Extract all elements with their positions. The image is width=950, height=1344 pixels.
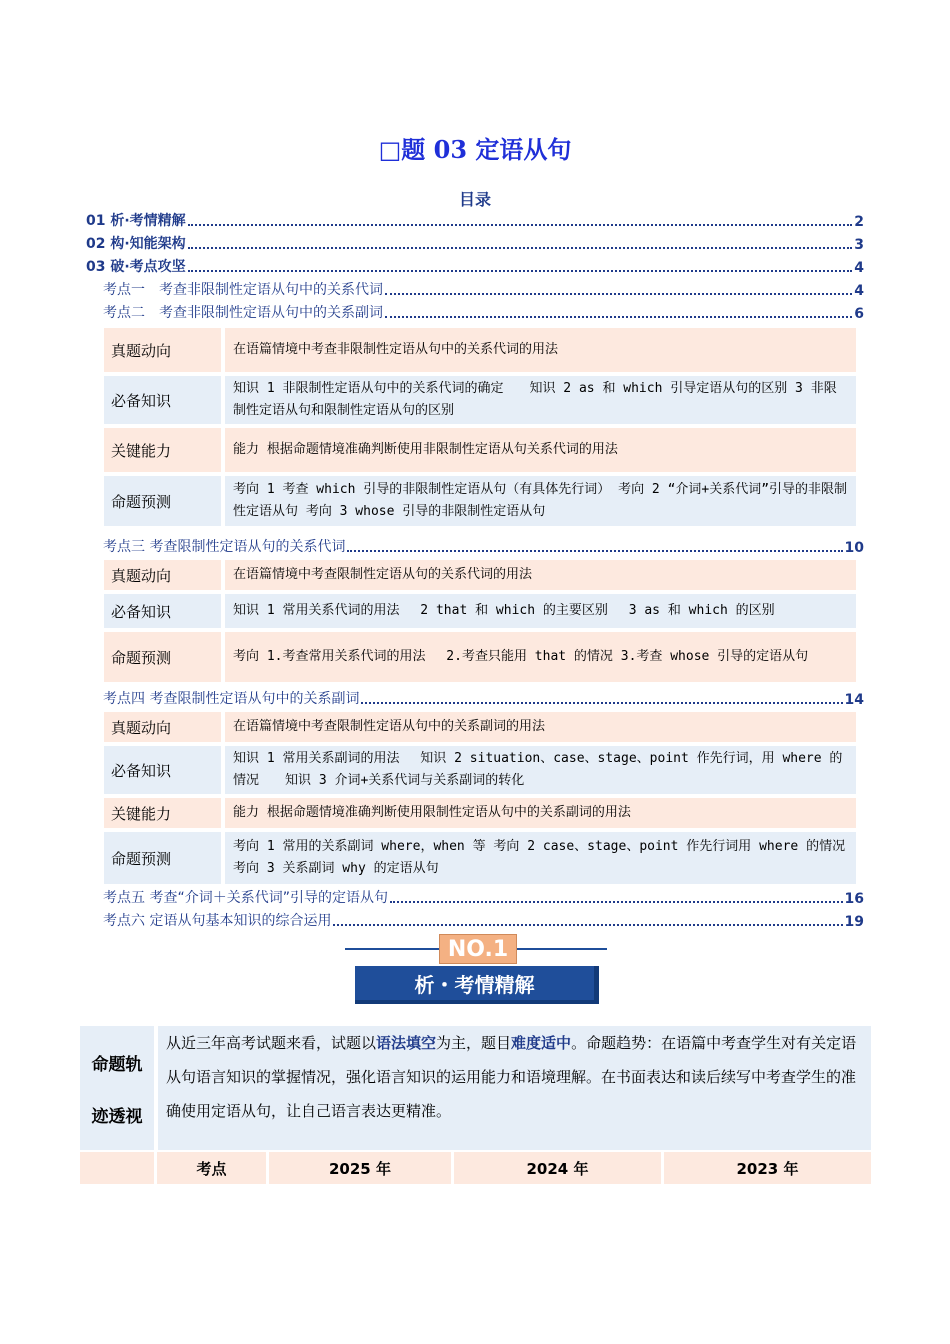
row-value: 能力 根据命题情境准确判断使用非限制性定语从句关系代词的用法 <box>225 428 856 472</box>
row-key: 命题预测 <box>104 476 221 526</box>
toc-entry-label: 考点三 考查限制性定语从句的关系代词 <box>103 539 346 555</box>
banner-line-right <box>517 948 607 950</box>
toc-entry-label: 01 析·考情精解 <box>86 213 186 229</box>
toc-entry-label: 考点五 考查“介词＋关系代词”引导的定语从句 <box>103 890 388 906</box>
toc-heading: 目录 <box>458 190 491 209</box>
row-value: 知识 1 非限制性定语从句中的关系代词的确定 知识 2 as 和 which 引导定语从句的区别 3 非限制性定语从句和限制性定语从句的区别 <box>225 376 856 424</box>
kaodian-table-3 <box>104 560 856 686</box>
highlight-text: 难度适中 <box>511 1034 572 1052</box>
table-row <box>104 560 856 590</box>
toc-entry-page: 4 <box>854 283 864 299</box>
toc-entry-page: 16 <box>844 891 864 907</box>
row-key: 必备知识 <box>104 376 221 424</box>
row-key: 真题动向 <box>104 328 221 372</box>
row-key: 命题预测 <box>104 832 221 884</box>
toc-entry-page: 4 <box>854 260 864 276</box>
table-row <box>104 428 856 472</box>
kaodian-table-4 <box>104 712 856 888</box>
toc-entry-page: 10 <box>844 540 864 556</box>
analysis-text: 从近三年高考试题来看，试题以 <box>166 1034 377 1052</box>
header-cell-2024: 2024 年 <box>454 1152 661 1184</box>
analysis-header <box>80 1026 154 1150</box>
table-row <box>104 798 856 828</box>
row-value: 知识 1 常用关系代词的用法 2 that 和 which 的主要区别 3 as 和 which 的区别 <box>225 594 856 628</box>
analysis-body <box>158 1026 871 1150</box>
toc-entry-label: 考点一 考查非限制性定语从句中的关系代词 <box>103 282 383 298</box>
table-row <box>104 712 856 742</box>
row-key: 命题预测 <box>104 632 221 682</box>
table-row <box>104 746 856 794</box>
row-value: 考向 1 考查 which 引导的非限制性定语从句（有具体先行词） 考向 2 “介词+关系代词”引导的非限制性定语从句 考向 3 whose 引导的非限制性定语从句 <box>225 476 856 526</box>
toc-kaodian-6[interactable] <box>103 910 864 930</box>
toc-entry-2[interactable] <box>86 233 864 253</box>
row-value: 在语篇情境中考查限制性定语从句的关系代词的用法 <box>225 560 856 590</box>
toc-entry-page: 19 <box>844 914 864 930</box>
toc-kaodian-4[interactable] <box>103 688 864 708</box>
row-key: 真题动向 <box>104 712 221 742</box>
analysis-text: 。命题趋势：在语篇中考查学生对有关定语从句语言知识的掌握情况，强化语言知识的运用能力和语境理解。在书面表达和读后续写中考查学生的准确使用定语从句，让自己语言表达更精准。 <box>166 1034 857 1120</box>
table-row <box>104 594 856 628</box>
toc-entry-page: 14 <box>844 692 864 708</box>
banner-badge: NO.1 <box>439 934 517 964</box>
toc-entry-label: 考点二 考查非限制性定语从句中的关系副词 <box>103 305 383 321</box>
row-key: 必备知识 <box>104 594 221 628</box>
toc-entry-page: 2 <box>854 214 864 230</box>
analysis-text: 为主，题目 <box>436 1034 512 1052</box>
header-cell-kaodian: 考点 <box>157 1152 266 1184</box>
row-value: 在语篇情境中考查非限制性定语从句中的关系代词的用法 <box>225 328 856 372</box>
banner-line-left <box>345 948 439 950</box>
row-value: 在语篇情境中考查限制性定语从句中的关系副词的用法 <box>225 712 856 742</box>
banner-label: 析・考情精解 <box>355 966 599 1004</box>
toc-entry-page: 3 <box>854 237 864 253</box>
row-value: 能力 根据命题情境准确判断使用限制性定语从句中的关系副词的用法 <box>225 798 856 828</box>
toc-kaodian-2[interactable] <box>103 302 864 322</box>
table-row <box>104 632 856 682</box>
row-key: 关键能力 <box>104 428 221 472</box>
row-value: 考向 1.考查常用关系代词的用法 2.考查只能用 that 的情况 3.考查 whose 引导的定语从句 <box>225 632 856 682</box>
toc-kaodian-3[interactable] <box>103 536 864 556</box>
analysis-header-line2: 迹透视 <box>91 1106 143 1127</box>
toc-kaodian-1[interactable] <box>103 279 864 299</box>
toc-entry-label: 03 破·考点攻坚 <box>86 259 186 275</box>
row-value: 考向 1 常用的关系副词 where，when 等 考向 2 case、stage、point 作先行词用 where 的情况 考向 3 关系副词 why 的定语从句 <box>225 832 856 884</box>
toc-entry-label: 考点四 考查限制性定语从句中的关系副词 <box>103 691 360 707</box>
header-cell-blank <box>80 1152 154 1184</box>
row-key: 真题动向 <box>104 560 221 590</box>
row-key: 关键能力 <box>104 798 221 828</box>
section-banner <box>345 934 607 1006</box>
table-row <box>104 328 856 372</box>
toc-kaodian-5[interactable] <box>103 887 864 907</box>
table-row <box>104 832 856 884</box>
row-key: 必备知识 <box>104 746 221 794</box>
header-cell-2023: 2023 年 <box>664 1152 871 1184</box>
toc-entry-3[interactable] <box>86 256 864 276</box>
analysis-section <box>80 1026 871 1150</box>
toc-entry-label: 考点六 定语从句基本知识的综合运用 <box>103 913 332 929</box>
table-row <box>104 476 856 526</box>
header-cell-2025: 2025 年 <box>269 1152 451 1184</box>
row-value: 知识 1 常用关系副词的用法 知识 2 situation、case、stage、point 作先行词，用 where 的情况 知识 3 介词+关系代词与关系副词的转化 <box>225 746 856 794</box>
kaodian-table-1 <box>104 328 856 530</box>
analysis-header-line1: 命题轨 <box>91 1054 143 1075</box>
table-row <box>104 376 856 424</box>
year-table-header <box>80 1152 871 1184</box>
highlight-text: 语法填空 <box>376 1034 437 1052</box>
toc-entry-label: 02 构·知能架构 <box>86 236 186 252</box>
document-title: □题 03 定语从句 <box>378 135 572 164</box>
toc-entry-page: 6 <box>854 306 864 322</box>
toc-entry-1[interactable] <box>86 210 864 230</box>
